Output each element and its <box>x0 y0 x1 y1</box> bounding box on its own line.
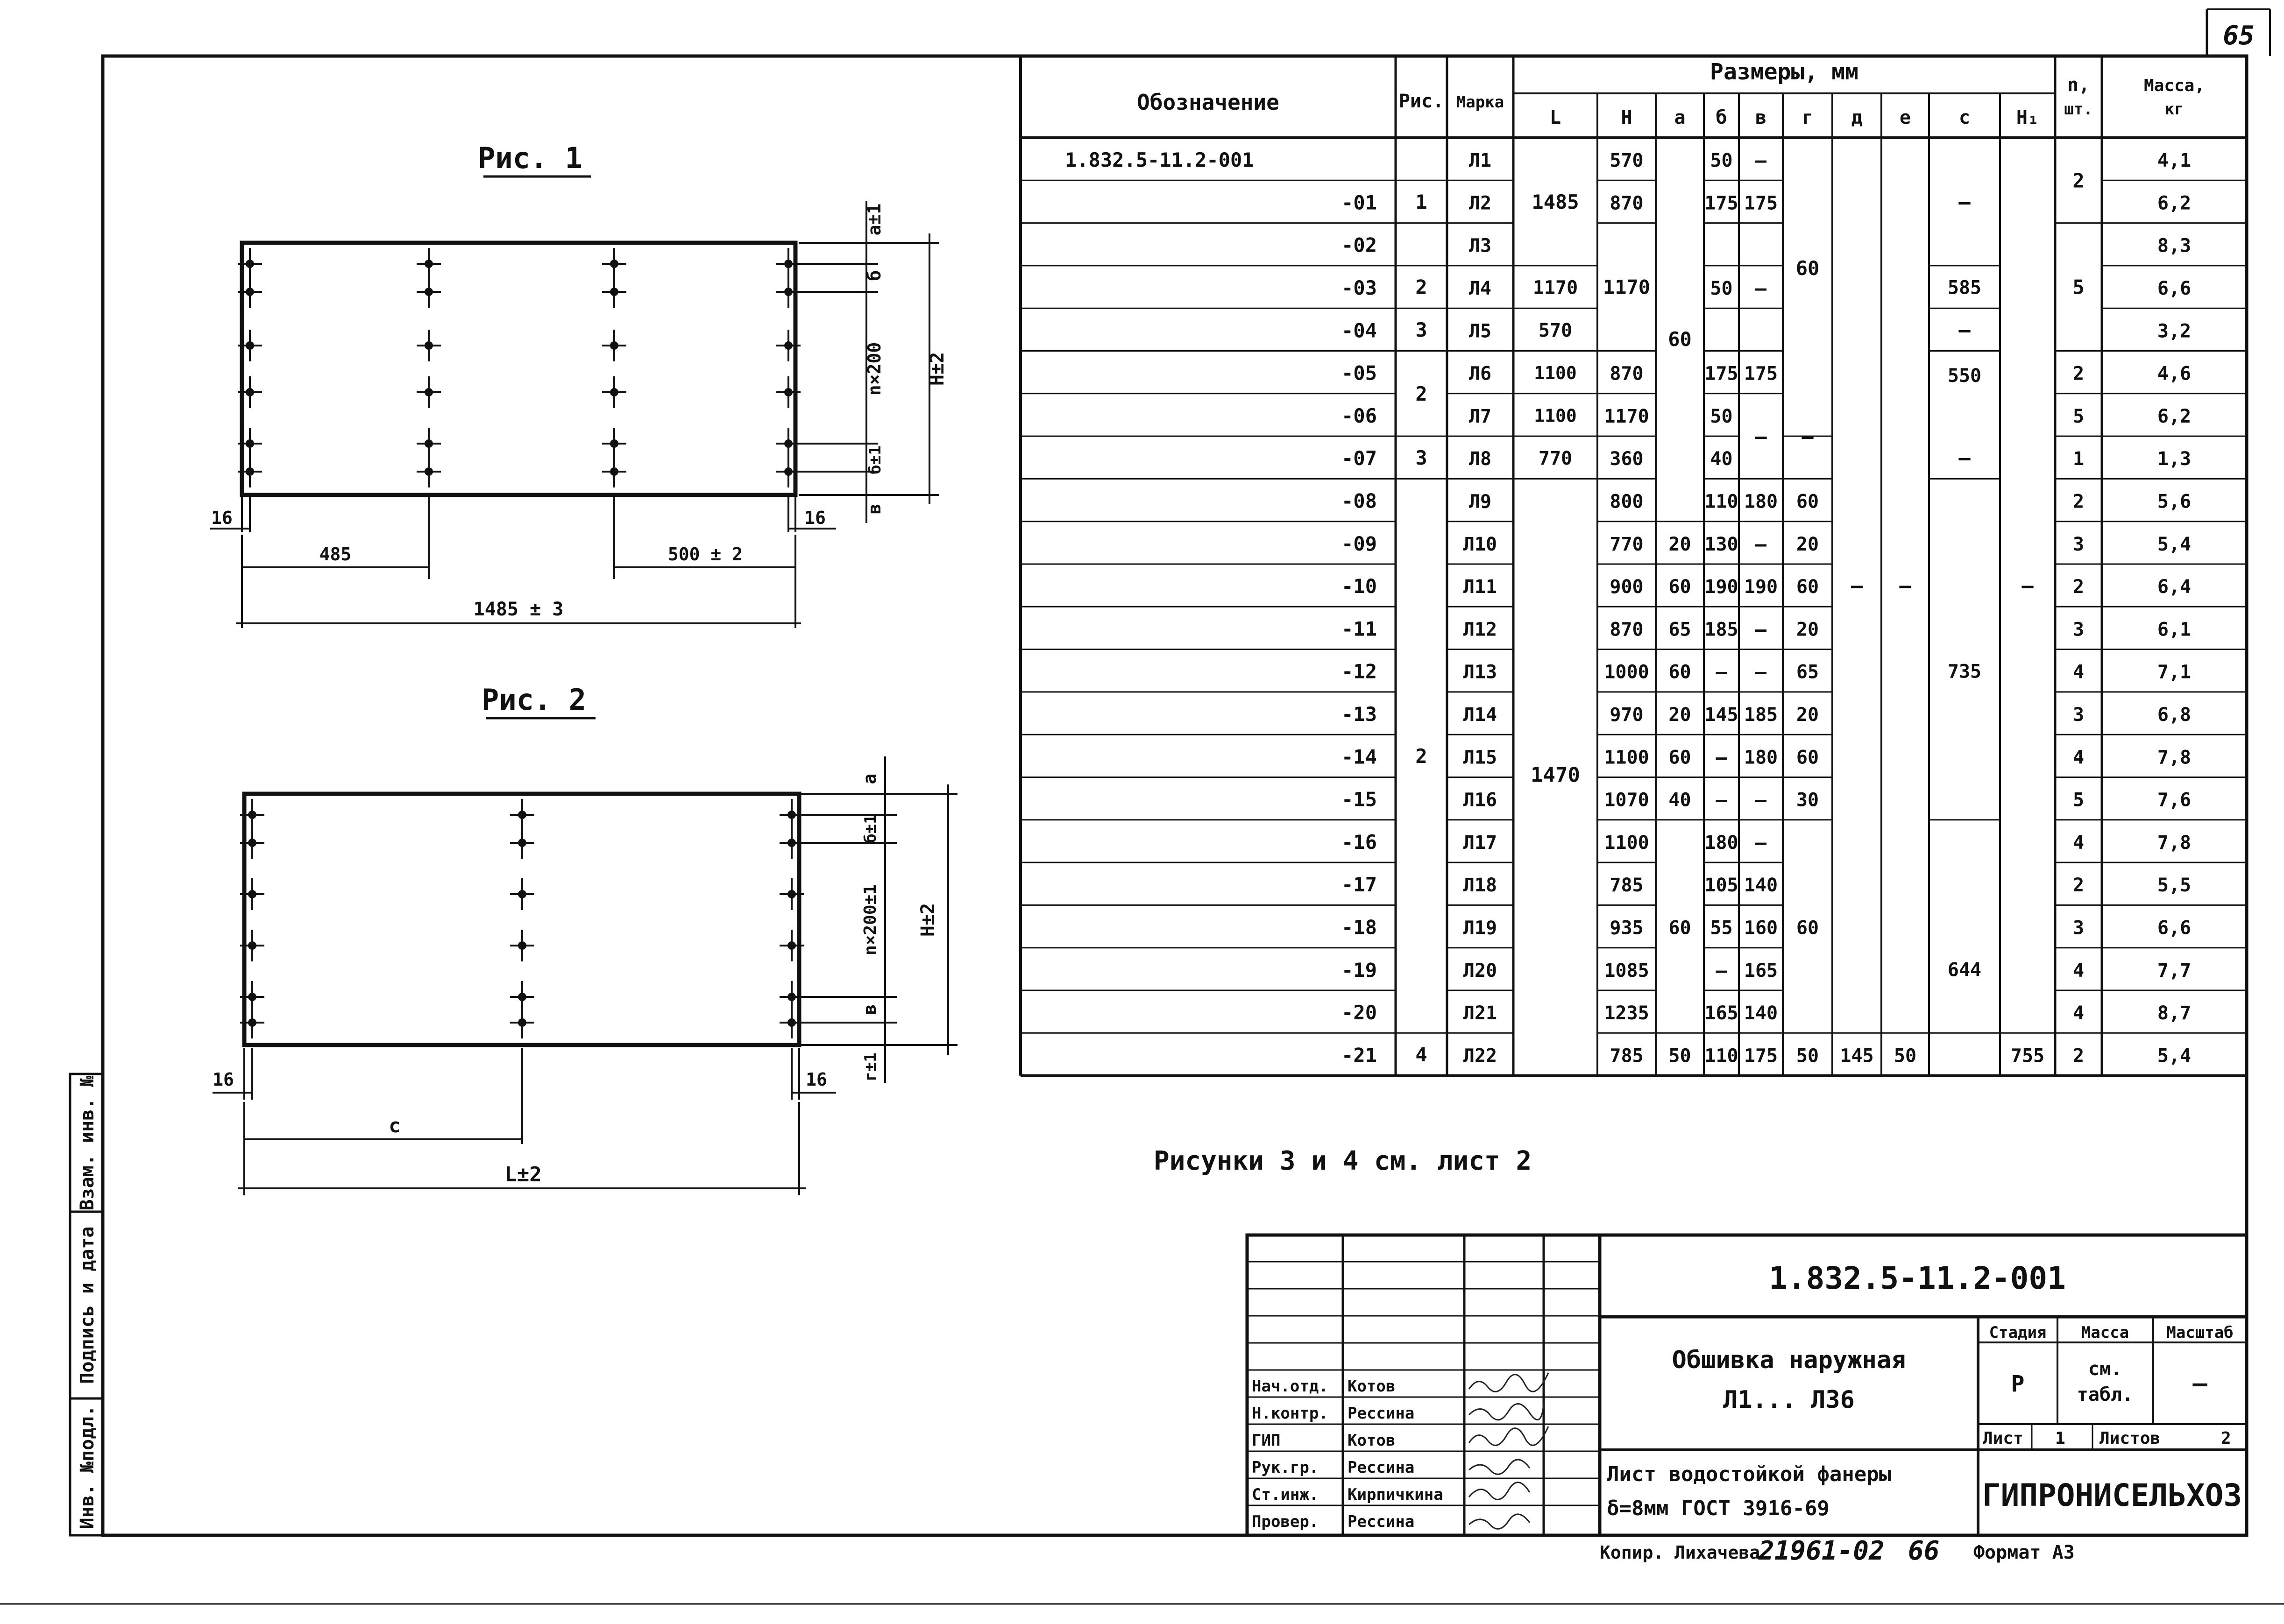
row-massa: 5,5 <box>2157 875 2192 897</box>
row-a: 40 <box>1668 789 1691 811</box>
tb-massa-line2: табл. <box>2077 1384 2134 1405</box>
row-oboz: -10 <box>1341 575 1377 598</box>
row-oboz: -03 <box>1341 276 1377 299</box>
row-n: 4 <box>2072 1003 2085 1024</box>
row-oboz: -07 <box>1341 447 1377 470</box>
row-v: 175 <box>1744 192 1778 214</box>
footer-number: 21961-02 <box>1759 1536 1885 1566</box>
row-massa: 1,3 <box>2157 448 2192 470</box>
header-massa: Масса, <box>2143 76 2205 95</box>
row-marka: Л16 <box>1463 789 1497 811</box>
row-b: 145 <box>1704 704 1738 726</box>
footer-page: 66 <box>1908 1536 1940 1566</box>
row-massa: 6,6 <box>2157 917 2192 939</box>
fig1-dim-b2: б±1 <box>866 445 885 474</box>
sheet-frame <box>0 9 2284 1604</box>
row-n: 4 <box>2072 661 2085 683</box>
fig1-dim-16-left: 16 <box>211 508 233 528</box>
row-b: 110 <box>1704 491 1738 513</box>
row-H: 1000 <box>1604 661 1649 683</box>
row-H: 1070 <box>1604 789 1649 811</box>
figures-note: Рисунки 3 и 4 см. лист 2 <box>1154 1146 1532 1176</box>
tb-name-line2: Л1... Л36 <box>1723 1386 1855 1414</box>
row-b: — <box>1716 960 1727 981</box>
row-n: 1 <box>2072 448 2085 470</box>
tb-material-line1: Лист водостойкой фанеры <box>1607 1462 1892 1486</box>
row-g: 65 <box>1796 661 1819 683</box>
row-oboz: -21 <box>1341 1044 1377 1067</box>
row-b: 110 <box>1704 1045 1738 1067</box>
header-n: n, <box>2067 74 2090 96</box>
row-marka: Л11 <box>1463 576 1497 598</box>
row-marka: Л12 <box>1463 619 1497 641</box>
header-col-a: a <box>1674 107 1686 128</box>
row-g: 30 <box>1796 789 1819 811</box>
row-n: 5 <box>2072 789 2085 811</box>
row-H: 935 <box>1610 917 1644 939</box>
fig1-dim-n200: n×200 <box>864 342 885 396</box>
footer-format: Формат А3 <box>1973 1542 2075 1563</box>
row-H: 870 <box>1610 619 1644 641</box>
header-oboznachenie: Обозначение <box>1137 90 1279 115</box>
row-g: 60 <box>1796 576 1819 598</box>
row-massa: 4,1 <box>2157 150 2192 172</box>
tb-list-label: Лист <box>1983 1429 2023 1448</box>
row-b: 185 <box>1704 619 1738 641</box>
fig1-dim-1485: 1485 ± 3 <box>473 599 564 620</box>
merged-L: 1100 <box>1534 405 1577 426</box>
row-b: 180 <box>1704 832 1738 854</box>
row-g: 20 <box>1796 533 1819 555</box>
row-a: 65 <box>1668 619 1691 641</box>
row-b: — <box>1716 789 1727 811</box>
row-H: 870 <box>1610 192 1644 214</box>
tb-massa-line1: см. <box>2088 1358 2122 1380</box>
row-oboz: -01 <box>1341 191 1377 214</box>
tb-name-line1: Обшивка наружная <box>1672 1346 1906 1374</box>
row-oboz: -16 <box>1341 830 1377 854</box>
header-razmery: Размеры, мм <box>1710 59 1858 85</box>
row-massa: 7,6 <box>2157 789 2192 811</box>
row-b: 190 <box>1704 576 1738 598</box>
row-oboz: -20 <box>1341 1001 1377 1024</box>
merged-g: — <box>1802 425 1814 448</box>
row-v: 190 <box>1744 576 1778 598</box>
row-massa: 7,8 <box>2157 832 2192 854</box>
row-v: — <box>1755 277 1767 299</box>
merged-ris: 3 <box>1415 446 1427 469</box>
fig1-dim-500: 500 ± 2 <box>667 544 743 565</box>
header-marka: Марка <box>1456 93 1504 112</box>
row-v: 140 <box>1744 875 1778 897</box>
merged-L: 1485 <box>1532 190 1579 213</box>
row-n: 5 <box>2072 405 2085 427</box>
fig2-dim-a: a <box>859 773 880 784</box>
row-marka: Л21 <box>1463 1003 1497 1024</box>
row-oboz: -09 <box>1341 532 1377 555</box>
row-marka: Л2 <box>1468 192 1492 214</box>
row-H: 770 <box>1610 533 1644 555</box>
row-n: 3 <box>2072 917 2085 939</box>
tb-designation: 1.832.5-11.2-001 <box>1769 1260 2066 1296</box>
row-marka: Л20 <box>1463 960 1497 981</box>
row-oboz: 1.832.5-11.2-001 <box>1065 148 1254 172</box>
row-marka: Л15 <box>1463 747 1497 769</box>
row-b: 175 <box>1704 363 1738 385</box>
role-name: Кирпичкина <box>1348 1485 1443 1504</box>
row-v: — <box>1755 661 1767 683</box>
row-a: 20 <box>1668 533 1691 555</box>
figure-1-title: Рис. 1 <box>478 141 582 175</box>
merged-L: 1470 <box>1531 763 1580 787</box>
row-marka: Л8 <box>1468 448 1492 470</box>
row-oboz: -11 <box>1341 617 1377 641</box>
tb-material-line2: δ=8мм ГОСТ 3916-69 <box>1607 1497 1830 1520</box>
row-b: 40 <box>1710 448 1733 470</box>
side-stamp-podpis-data: Подпись и дата <box>77 1226 98 1384</box>
row-oboz: -19 <box>1341 958 1377 981</box>
fig1-dim-v: в <box>864 503 885 515</box>
role-name: Котов <box>1348 1431 1396 1450</box>
merged-a: 60 <box>1668 327 1692 351</box>
row-b: — <box>1716 661 1727 683</box>
merged-n: 2 <box>2072 169 2085 192</box>
row-massa: 3,2 <box>2157 320 2192 342</box>
row-n: 2 <box>2072 1045 2085 1067</box>
row-b: 50 <box>1710 277 1733 299</box>
row-v: — <box>1755 150 1767 172</box>
role-label: Н.контр. <box>1252 1404 1328 1423</box>
row-marka: Л14 <box>1463 704 1497 726</box>
merged-c: — <box>1958 318 1971 341</box>
row-marka: Л22 <box>1463 1045 1497 1067</box>
merged-c: 550 <box>1947 365 1982 387</box>
header-col-c: c <box>1958 107 1971 128</box>
row-marka: Л13 <box>1463 661 1497 683</box>
row-H: 1235 <box>1604 1003 1649 1024</box>
tb-massa-label: Масса <box>2081 1323 2129 1342</box>
row-d: 145 <box>1840 1045 1874 1067</box>
header-col-g: г <box>1802 107 1814 128</box>
row-oboz: -17 <box>1341 873 1377 897</box>
merged-c: — <box>1958 190 1971 213</box>
row-marka: Л6 <box>1468 363 1492 385</box>
figure-1 <box>210 141 948 628</box>
merged-e: — <box>1899 574 1911 597</box>
tb-organization: ГИПРОНИСЕЛЬХОЗ <box>1982 1477 2242 1513</box>
row-marka: Л17 <box>1463 832 1497 854</box>
row-n: 3 <box>2072 619 2085 641</box>
header-col-d: д <box>1851 107 1863 128</box>
merged-g: 60 <box>1795 256 1820 280</box>
row-b: 130 <box>1704 533 1738 555</box>
row-marka: Л9 <box>1468 491 1492 513</box>
row-oboz: -15 <box>1341 788 1377 811</box>
fig1-dim-16-right: 16 <box>804 508 826 528</box>
fig1-dim-H: H±2 <box>927 352 948 386</box>
row-b: — <box>1716 747 1727 769</box>
holes-fig2 <box>240 799 804 1038</box>
row-v: — <box>1755 533 1767 555</box>
merged-c: 644 <box>1947 959 1982 981</box>
row-n: 2 <box>2072 363 2085 385</box>
side-stamp-inv-podl: Инв. №подл. <box>77 1405 98 1529</box>
row-massa: 6,2 <box>2157 192 2192 214</box>
tb-stadiya: Р <box>2011 1371 2025 1397</box>
row-oboz: -04 <box>1341 319 1377 342</box>
merged-ris: 4 <box>1415 1043 1427 1066</box>
fig2-dim-16-right: 16 <box>806 1069 827 1090</box>
role-name: Рессина <box>1348 1404 1415 1423</box>
row-massa: 7,7 <box>2157 960 2192 981</box>
merged-c: 585 <box>1947 277 1982 299</box>
row-marka: Л1 <box>1468 150 1492 172</box>
page-number: 65 <box>2223 21 2255 51</box>
merged-n: 5 <box>2072 275 2085 299</box>
figure-2-title: Рис. 2 <box>482 683 586 717</box>
row-a: 50 <box>1668 1045 1691 1067</box>
spec-table <box>1021 56 2247 1076</box>
row-g: 60 <box>1796 917 1819 939</box>
row-H: 970 <box>1610 704 1644 726</box>
header-col-b: б <box>1716 107 1727 128</box>
row-g: 50 <box>1796 1045 1819 1067</box>
row-massa: 6,2 <box>2157 405 2192 427</box>
fig2-dim-16-left: 16 <box>213 1069 234 1090</box>
title-block-roles <box>1252 1377 1443 1531</box>
header-col-v: в <box>1755 107 1767 128</box>
panel-1 <box>242 243 795 495</box>
merged-ris: 2 <box>1415 382 1427 405</box>
merged-ris: 2 <box>1415 744 1427 768</box>
row-marka: Л10 <box>1463 533 1497 555</box>
row-massa: 6,8 <box>2157 704 2192 726</box>
row-g: 20 <box>1796 619 1819 641</box>
row-a: 20 <box>1668 704 1691 726</box>
row-H: 570 <box>1610 150 1644 172</box>
merged-H: 1170 <box>1603 275 1651 299</box>
tb-masshtab: — <box>2192 1370 2207 1398</box>
role-label: Ст.инж. <box>1252 1485 1319 1504</box>
merged-H1: — <box>2022 574 2034 597</box>
dims-fig2 <box>213 756 958 1195</box>
row-oboz: -02 <box>1341 233 1377 257</box>
row-n: 2 <box>2072 576 2085 598</box>
row-v: — <box>1755 832 1767 854</box>
row-n: 2 <box>2072 875 2085 897</box>
row-massa: 6,6 <box>2157 277 2192 299</box>
merged-ris: 1 <box>1415 190 1427 213</box>
row-a: 60 <box>1668 576 1691 598</box>
role-name: Рессина <box>1348 1512 1415 1531</box>
row-v: 165 <box>1744 960 1778 981</box>
row-massa: 7,1 <box>2157 661 2192 683</box>
header-col-e: е <box>1899 107 1911 128</box>
header-kg: кг <box>2164 100 2184 119</box>
row-b: 50 <box>1710 150 1733 172</box>
row-oboz: -08 <box>1341 489 1377 513</box>
merged-L: 570 <box>1538 319 1573 341</box>
merged-L: 770 <box>1538 447 1573 469</box>
row-H: 870 <box>1610 363 1644 385</box>
header-col-L: L <box>1549 107 1561 128</box>
row-v: 185 <box>1744 704 1778 726</box>
row-oboz: -13 <box>1341 702 1377 726</box>
row-oboz: -05 <box>1341 361 1377 385</box>
row-v: — <box>1755 619 1767 641</box>
row-marka: Л4 <box>1468 277 1492 299</box>
row-n: 2 <box>2072 491 2085 513</box>
fig2-dim-L: L±2 <box>504 1163 542 1186</box>
fig2-dim-g: г±1 <box>861 1052 880 1081</box>
row-v: 180 <box>1744 747 1778 769</box>
merged-c: 735 <box>1947 661 1982 683</box>
row-oboz: -14 <box>1341 745 1377 769</box>
row-massa: 6,4 <box>2157 576 2192 598</box>
fig2-dim-c: c <box>389 1114 401 1137</box>
row-massa: 4,6 <box>2157 363 2192 385</box>
tb-listov-value: 2 <box>2221 1429 2231 1448</box>
row-v: — <box>1755 789 1767 811</box>
role-name: Котов <box>1348 1377 1396 1396</box>
row-n: 3 <box>2072 704 2085 726</box>
row-b: 55 <box>1710 917 1733 939</box>
row-H: 900 <box>1610 576 1644 598</box>
row-H: 785 <box>1610 875 1644 897</box>
fig1-dim-485: 485 <box>319 544 352 565</box>
merged-d: — <box>1851 574 1863 597</box>
row-H: 1100 <box>1604 832 1649 854</box>
row-H1: 755 <box>2010 1045 2045 1067</box>
row-marka: Л19 <box>1463 917 1497 939</box>
figure-2 <box>213 683 958 1195</box>
header-col-H: H <box>1621 107 1632 128</box>
row-n: 4 <box>2072 747 2085 769</box>
row-massa: 6,1 <box>2157 619 2192 641</box>
footer-kopir: Копир. Лихачева <box>1600 1542 1760 1563</box>
row-marka: Л3 <box>1468 235 1492 257</box>
row-massa: 5,4 <box>2157 1045 2192 1067</box>
tb-list-value: 1 <box>2055 1429 2065 1448</box>
tb-stadiya-label: Стадия <box>1989 1323 2047 1342</box>
role-label: ГИП <box>1252 1431 1281 1450</box>
row-H: 785 <box>1610 1045 1644 1067</box>
row-marka: Л5 <box>1468 320 1492 342</box>
row-v: 160 <box>1744 917 1778 939</box>
row-n: 4 <box>2072 832 2085 854</box>
role-label: Нач.отд. <box>1252 1377 1328 1396</box>
row-e: 50 <box>1894 1045 1917 1067</box>
row-v: 175 <box>1744 363 1778 385</box>
row-H: 360 <box>1610 448 1644 470</box>
row-n: 3 <box>2072 533 2085 555</box>
row-b: 105 <box>1704 875 1738 897</box>
merged-c: — <box>1958 446 1971 469</box>
fig2-dim-v: в <box>859 1004 880 1015</box>
row-g: 60 <box>1796 491 1819 513</box>
merged-v: — <box>1755 425 1767 448</box>
fig2-dim-b: б±1 <box>861 814 880 843</box>
row-oboz: -12 <box>1341 660 1377 683</box>
row-a: 60 <box>1668 661 1691 683</box>
fig2-dim-H: H±2 <box>917 903 939 937</box>
row-b: 175 <box>1704 192 1738 214</box>
row-marka: Л18 <box>1463 875 1497 897</box>
fig1-dim-b: б <box>864 270 885 281</box>
role-name: Рессина <box>1348 1458 1415 1477</box>
row-v: 180 <box>1744 491 1778 513</box>
row-oboz: -06 <box>1341 404 1377 427</box>
row-H: 800 <box>1610 491 1644 513</box>
row-massa: 8,7 <box>2157 1003 2192 1024</box>
row-g: 60 <box>1796 747 1819 769</box>
row-H: 1100 <box>1604 747 1649 769</box>
role-label: Рук.гр. <box>1252 1458 1319 1477</box>
merged-ris: 2 <box>1415 275 1427 299</box>
header-ris: Рис. <box>1398 91 1444 112</box>
merged-ris: 3 <box>1415 318 1427 341</box>
row-massa: 8,3 <box>2157 235 2192 257</box>
row-n: 4 <box>2072 960 2085 981</box>
fig2-dim-n200: n×200±1 <box>861 884 880 955</box>
row-g: 20 <box>1796 704 1819 726</box>
row-H: 1170 <box>1604 405 1649 427</box>
row-a: 60 <box>1668 747 1691 769</box>
row-massa: 7,8 <box>2157 747 2192 769</box>
row-a: 60 <box>1668 917 1691 939</box>
row-H: 1085 <box>1604 960 1649 981</box>
row-massa: 5,6 <box>2157 491 2192 513</box>
holes-fig1 <box>238 248 801 487</box>
role-label: Провер. <box>1252 1512 1319 1531</box>
row-v: 140 <box>1744 1003 1778 1024</box>
row-v: 175 <box>1744 1045 1778 1067</box>
tb-masshtab-label: Масштаб <box>2166 1323 2234 1342</box>
row-b: 50 <box>1710 405 1733 427</box>
merged-L: 1100 <box>1534 363 1577 384</box>
fig1-dim-a: a±1 <box>864 203 885 236</box>
merged-L: 1170 <box>1532 277 1578 299</box>
row-oboz: -18 <box>1341 916 1377 939</box>
side-stamp-vzam-inv: Взам. инв. № <box>77 1075 98 1211</box>
tb-listov-label: Листов <box>2100 1429 2161 1448</box>
title-block-text <box>1607 1260 2242 1520</box>
row-b: 165 <box>1704 1003 1738 1024</box>
row-marka: Л7 <box>1468 405 1492 427</box>
header-col-H1: H₁ <box>2016 107 2039 128</box>
row-massa: 5,4 <box>2157 533 2192 555</box>
header-sht: шт. <box>2064 100 2093 119</box>
